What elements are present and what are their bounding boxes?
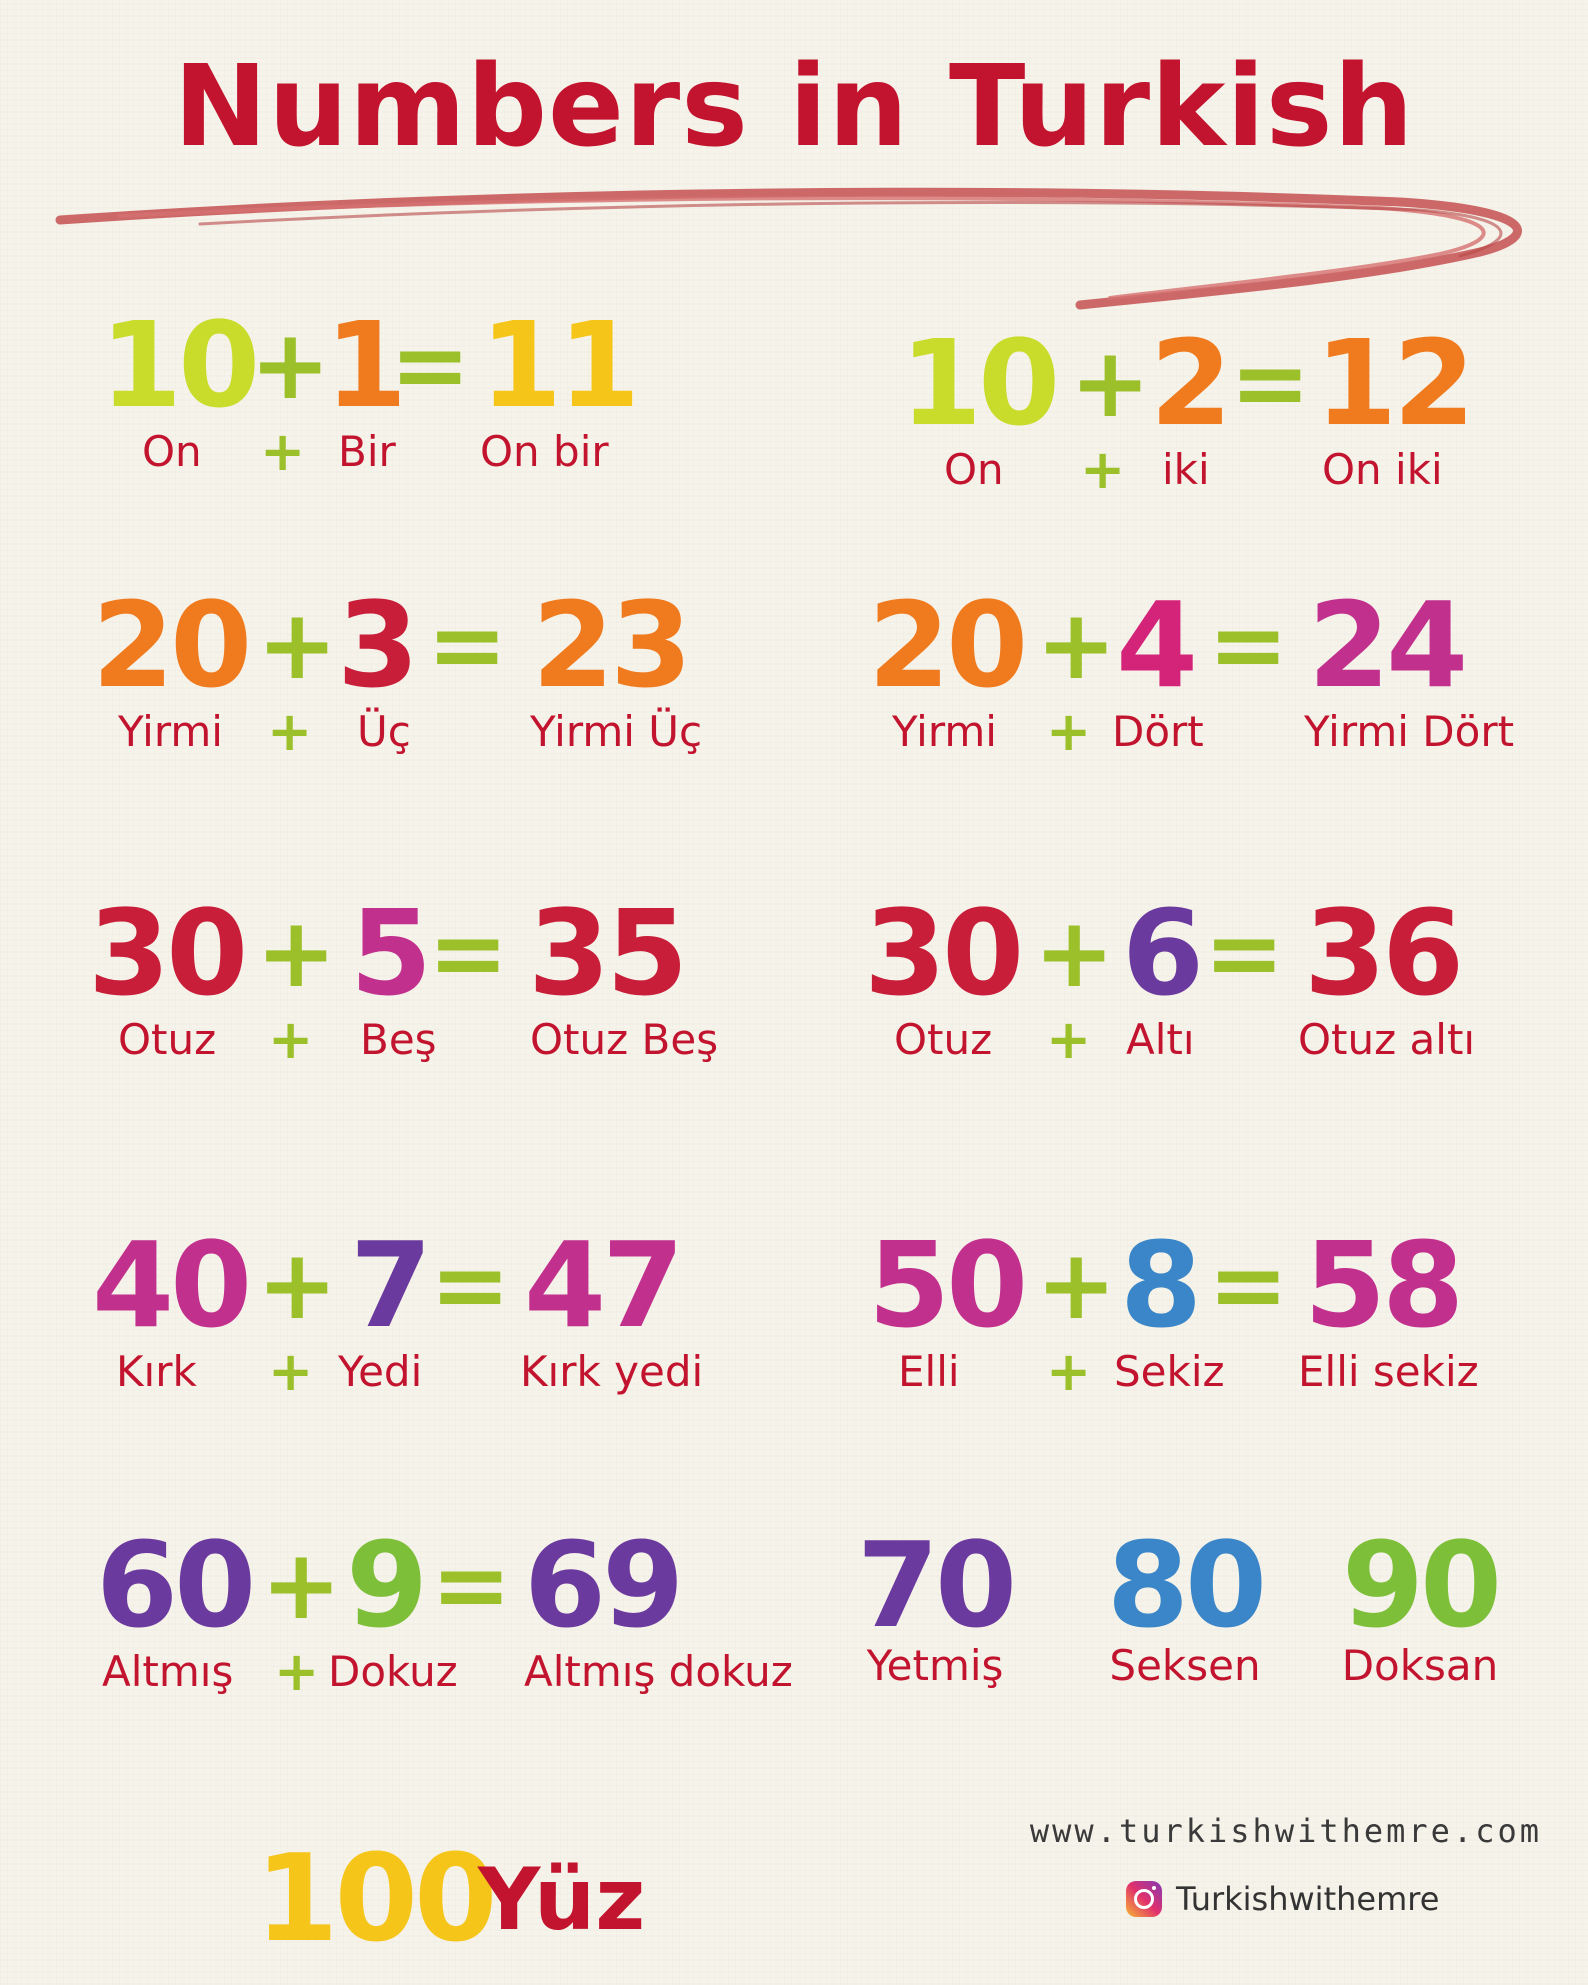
instagram-handle: Turkishwithemre (1176, 1880, 1440, 1918)
number-80 (1100, 1516, 1270, 1696)
word-plus: + (260, 420, 306, 483)
equals-sign: = (431, 1529, 512, 1641)
number-result: 35 (528, 884, 685, 1022)
tens-number: 70 (856, 1516, 1014, 1654)
equals-sign: = (427, 589, 508, 701)
number-a: 30 (88, 884, 245, 1022)
equals-sign: = (430, 1229, 511, 1341)
number-b: 4 (1116, 576, 1195, 714)
number-result: 47 (524, 1216, 681, 1354)
equals-sign: = (1208, 1229, 1289, 1341)
number-result: 58 (1304, 1216, 1461, 1354)
word-plus: + (274, 1640, 320, 1703)
tens-word: Yetmiş (866, 1641, 1004, 1690)
word-result: On iki (1322, 445, 1443, 494)
number-b: 3 (337, 576, 416, 714)
tens-number: 90 (1341, 1516, 1499, 1654)
plus-sign: + (261, 1529, 342, 1641)
word-a: Yirmi (892, 707, 997, 756)
number-a: 20 (868, 576, 1025, 714)
number-result: 12 (1315, 314, 1472, 452)
plus-sign: + (250, 309, 331, 421)
number-result: 36 (1304, 884, 1461, 1022)
word-plus: + (1046, 700, 1092, 763)
word-a: Yirmi (118, 707, 223, 756)
page-title: Numbers in Turkish (173, 42, 1415, 172)
word-b: Üç (357, 707, 411, 756)
hundred-number: 100 (255, 1830, 494, 1969)
plus-sign: + (1070, 327, 1151, 439)
word-plus: + (267, 700, 313, 763)
number-90 (1335, 1516, 1505, 1696)
word-result: Yirmi Üç (530, 707, 703, 756)
word-a: Otuz (894, 1015, 993, 1064)
word-b: Bir (338, 427, 396, 476)
equals-sign: = (1208, 589, 1289, 701)
word-a: Elli (898, 1347, 960, 1396)
number-result: 69 (524, 1516, 681, 1654)
plus-sign: + (257, 589, 338, 701)
tens-word: Doksan (1341, 1641, 1499, 1690)
word-a: On (944, 445, 1004, 494)
number-b: 2 (1150, 314, 1229, 452)
number-result: 11 (480, 296, 637, 434)
plus-sign: + (1034, 897, 1115, 1009)
word-b: Dört (1112, 707, 1204, 756)
word-a: On (142, 427, 202, 476)
word-b: iki (1162, 445, 1210, 494)
number-a: 60 (96, 1516, 253, 1654)
equals-sign: = (1230, 327, 1311, 439)
social-handle[interactable] (1126, 1880, 1439, 1918)
word-plus: + (1046, 1340, 1092, 1403)
number-a: 20 (92, 576, 249, 714)
number-b: 1 (325, 296, 404, 434)
word-b: Beş (360, 1015, 437, 1064)
word-result: On bir (480, 427, 609, 476)
word-plus: + (268, 1008, 314, 1071)
tens-word: Seksen (1109, 1641, 1261, 1690)
number-b: 5 (350, 884, 429, 1022)
number-b: 8 (1120, 1216, 1199, 1354)
word-plus: + (268, 1340, 314, 1403)
number-b: 7 (350, 1216, 429, 1354)
number-result: 24 (1308, 576, 1465, 714)
number-b: 6 (1122, 884, 1201, 1022)
word-a: Otuz (118, 1015, 217, 1064)
word-result: Otuz altı (1298, 1015, 1476, 1064)
number-a: 30 (864, 884, 1021, 1022)
plus-sign: + (257, 1229, 338, 1341)
word-plus: + (1080, 438, 1126, 501)
plus-sign: + (256, 897, 337, 1009)
plus-sign: + (1036, 1229, 1117, 1341)
website-url[interactable]: www.turkishwithemre.com (1029, 1812, 1542, 1850)
equals-sign: = (428, 897, 509, 1009)
word-a: Altmış (102, 1647, 234, 1696)
word-result: Yirmi Dört (1304, 707, 1515, 756)
word-result: Otuz Beş (530, 1015, 719, 1064)
instagram-icon (1126, 1881, 1162, 1917)
number-a: 10 (100, 296, 257, 434)
plus-sign: + (1036, 589, 1117, 701)
number-70 (850, 1516, 1020, 1696)
word-b: Yedi (338, 1347, 423, 1396)
word-result: Altmış dokuz (524, 1647, 793, 1696)
equals-sign: = (1204, 897, 1285, 1009)
word-plus: + (1046, 1008, 1092, 1071)
word-b: Dokuz (328, 1647, 458, 1696)
number-b: 9 (346, 1516, 425, 1654)
number-a: 50 (868, 1216, 1025, 1354)
number-a: 40 (92, 1216, 249, 1354)
number-result: 23 (532, 576, 689, 714)
word-result: Elli sekiz (1298, 1347, 1479, 1396)
hundred-word: Yüz (478, 1850, 646, 1950)
equals-sign: = (390, 309, 471, 421)
word-b: Sekiz (1114, 1347, 1225, 1396)
number-a: 10 (900, 314, 1057, 452)
tens-number: 80 (1106, 1516, 1264, 1654)
word-a: Kırk (116, 1347, 197, 1396)
word-result: Kırk yedi (520, 1347, 704, 1396)
word-b: Altı (1126, 1015, 1195, 1064)
